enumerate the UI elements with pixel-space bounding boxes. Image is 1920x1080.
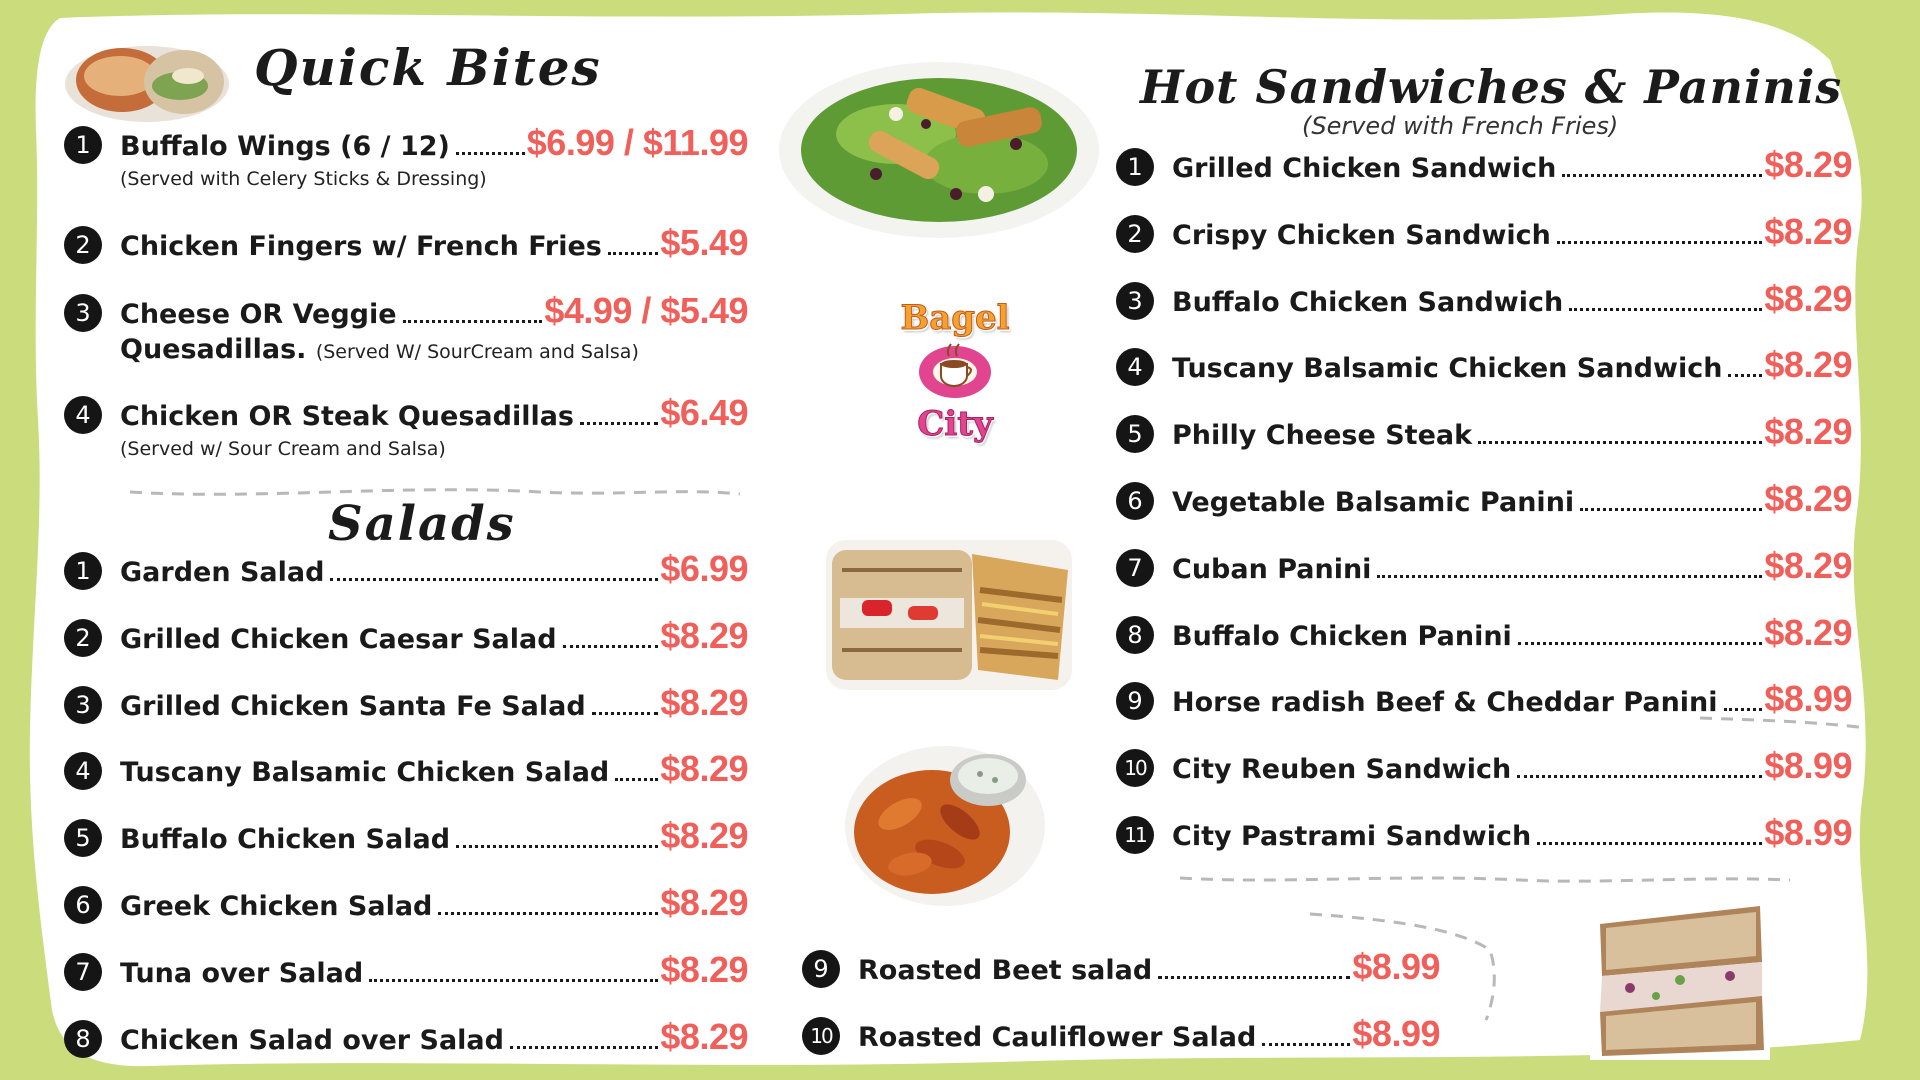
menu-item — [802, 1013, 1440, 1055]
item-price: $4.99 / $5.49 — [544, 290, 748, 331]
item-number-badge: 4 — [64, 396, 102, 434]
item-name: Buffalo Chicken Sandwich — [1172, 286, 1564, 318]
quick-bites-title: Quick Bites — [254, 38, 602, 97]
leader-dots — [1569, 308, 1762, 311]
leader-dots — [563, 645, 659, 648]
item-name: Roasted Beet salad — [858, 955, 1153, 986]
item-number-badge: 3 — [64, 294, 102, 332]
item-price: $6.99 / $11.99 — [526, 122, 748, 163]
menu-item — [1116, 812, 1852, 854]
item-number-badge: 5 — [64, 819, 102, 857]
item-note: (Served w/ Sour Cream and Salsa) — [120, 438, 446, 460]
leader-dots — [1478, 441, 1762, 444]
item-name: Greek Chicken Salad — [120, 891, 433, 922]
item-price: $8.29 — [1764, 544, 1852, 586]
item-name: Buffalo Chicken Salad — [120, 824, 451, 856]
salad-photo — [776, 54, 1102, 240]
leader-dots — [1557, 241, 1763, 244]
item-price: $8.29 — [1764, 144, 1852, 185]
leader-dots — [369, 979, 658, 982]
buffalo-wings-photo — [840, 734, 1050, 910]
tuna-sandwich-photo — [1590, 900, 1770, 1060]
hot-sandwiches-title: Hot Sandwiches & Paninis — [1140, 60, 1843, 114]
item-note: (Served with Celery Sticks & Dressing) — [120, 168, 487, 190]
menu-item — [64, 1016, 748, 1058]
item-price: $8.99 — [1352, 1013, 1440, 1054]
item-number-badge: 1 — [64, 552, 102, 590]
sandwich-photo — [62, 36, 232, 124]
item-name: Chicken Salad over Salad — [120, 1024, 504, 1056]
item-number-badge: 2 — [1116, 215, 1154, 253]
menu-item — [64, 122, 748, 190]
item-name: Chicken Fingers w/ French Fries — [120, 231, 602, 262]
item-number-badge: 4 — [64, 752, 102, 790]
leader-dots — [1580, 508, 1762, 511]
item-name: Buffalo Chicken Panini — [1172, 620, 1512, 652]
bagel-city-logo — [880, 298, 1030, 458]
leader-dots — [592, 712, 659, 715]
menu-item — [64, 748, 748, 790]
menu-item — [802, 946, 1440, 988]
item-name: City Pastrami Sandwich — [1172, 821, 1532, 852]
item-number-badge: 9 — [1116, 682, 1154, 720]
leader-dots — [1517, 775, 1762, 778]
item-number-badge: 8 — [64, 1020, 102, 1058]
item-name: Cheese OR Veggie — [120, 299, 397, 330]
item-price: $5.49 — [660, 222, 748, 263]
item-name: Grilled Chicken Sandwich — [1172, 153, 1557, 184]
item-price: $8.99 — [1764, 678, 1852, 720]
item-name: Tuna over Salad — [120, 957, 364, 989]
item-name: Horse radish Beef & Cheddar Panini — [1172, 687, 1718, 719]
item-name: City Reuben Sandwich — [1172, 754, 1512, 786]
leader-dots — [456, 152, 525, 155]
hot-sandwiches-subtitle: (Served with French Fries) — [1302, 112, 1619, 140]
item-price: $8.29 — [1764, 611, 1852, 653]
item-price: $8.29 — [660, 815, 748, 857]
item-name: Grilled Chicken Caesar Salad — [120, 623, 557, 655]
item-number-badge: 3 — [64, 686, 102, 724]
leader-dots — [608, 252, 659, 255]
panini-quesadilla-photo — [822, 530, 1076, 700]
item-number-badge: 6 — [64, 886, 102, 924]
leader-dots — [1562, 174, 1762, 177]
menu-item — [64, 548, 748, 590]
item-price: $8.29 — [660, 948, 748, 990]
item-name: Chicken OR Steak Quesadillas — [120, 401, 575, 432]
item-number-badge: 1 — [1116, 148, 1154, 186]
coffee-cup-icon — [915, 338, 995, 400]
item-name: Tuscany Balsamic Chicken Sandwich — [1172, 353, 1723, 385]
item-name-line2: Quesadillas. — [120, 334, 307, 365]
leader-dots — [615, 778, 658, 781]
item-name: Grilled Chicken Santa Fe Salad — [120, 690, 586, 722]
menu-item — [64, 290, 748, 365]
leader-dots — [438, 912, 658, 915]
menu-item — [64, 392, 748, 460]
item-price: $6.49 — [660, 392, 748, 433]
leader-dots — [456, 845, 658, 848]
menu-item — [1116, 545, 1852, 587]
menu-item — [1116, 411, 1852, 453]
item-price: $8.29 — [1764, 210, 1852, 252]
item-number-badge: 7 — [1116, 549, 1154, 587]
item-price: $8.29 — [1764, 478, 1852, 519]
leader-dots — [1377, 575, 1762, 578]
item-number-badge: 5 — [1116, 415, 1154, 453]
leader-dots — [403, 320, 543, 323]
item-number-badge: 9 — [802, 950, 840, 988]
item-number-badge: 7 — [64, 953, 102, 991]
item-price: $8.29 — [660, 614, 748, 656]
leader-dots — [1518, 642, 1763, 645]
item-price: $8.29 — [660, 1015, 748, 1057]
item-number-badge: 10 — [802, 1017, 840, 1055]
menu-item — [1116, 144, 1852, 186]
menu-item — [1116, 478, 1852, 520]
menu-item — [1116, 745, 1852, 787]
menu-item — [64, 815, 748, 857]
item-number-badge: 11 — [1116, 816, 1154, 854]
leader-dots — [1537, 842, 1762, 845]
item-name: Buffalo Wings (6 / 12) — [120, 131, 450, 162]
menu-item — [64, 615, 748, 657]
item-price: $6.99 — [660, 548, 748, 589]
logo-word-bagel: Bagel — [900, 298, 1010, 338]
leader-dots — [1262, 1043, 1350, 1046]
item-name: Garden Salad — [120, 557, 325, 588]
item-number-badge: 4 — [1116, 348, 1154, 386]
menu-item — [64, 682, 748, 724]
item-number-badge: 6 — [1116, 482, 1154, 520]
item-number-badge: 2 — [64, 226, 102, 264]
item-price: $8.99 — [1764, 745, 1852, 787]
salads-title: Salads — [328, 496, 516, 552]
item-name: Philly Cheese Steak — [1172, 420, 1473, 452]
item-name: Roasted Cauliflower Salad — [858, 1022, 1257, 1053]
leader-dots — [580, 422, 658, 425]
menu-item — [1116, 211, 1852, 253]
item-price: $8.29 — [660, 748, 748, 790]
item-number-badge: 8 — [1116, 616, 1154, 654]
menu-item — [1116, 344, 1852, 386]
item-price: $8.99 — [1764, 812, 1852, 853]
menu-item — [1116, 678, 1852, 720]
logo-word-city: City — [917, 404, 993, 444]
item-name: Vegetable Balsamic Panini — [1172, 487, 1575, 518]
item-name: Cuban Panini — [1172, 553, 1372, 585]
menu-item — [1116, 612, 1852, 654]
item-number-badge: 10 — [1116, 749, 1154, 787]
item-name: Tuscany Balsamic Chicken Salad — [120, 757, 610, 789]
leader-dots — [510, 1046, 658, 1049]
leader-dots — [1728, 374, 1762, 377]
menu-item — [1116, 278, 1852, 320]
item-price: $8.29 — [660, 882, 748, 923]
item-number-badge: 2 — [64, 619, 102, 657]
item-price: $8.29 — [1764, 344, 1852, 386]
leader-dots — [330, 578, 658, 581]
menu-item — [64, 949, 748, 991]
item-price: $8.29 — [1764, 411, 1852, 453]
item-price: $8.99 — [1352, 946, 1440, 987]
menu-item — [64, 882, 748, 924]
item-note: (Served W/ SourCream and Salsa) — [315, 341, 639, 363]
leader-dots — [1158, 976, 1350, 979]
item-price: $8.29 — [660, 681, 748, 723]
item-number-badge: 3 — [1116, 282, 1154, 320]
item-name: Crispy Chicken Sandwich — [1172, 219, 1551, 251]
menu-item — [64, 222, 748, 264]
item-number-badge: 1 — [64, 126, 102, 164]
item-price: $8.29 — [1764, 277, 1852, 319]
leader-dots — [1724, 708, 1763, 711]
